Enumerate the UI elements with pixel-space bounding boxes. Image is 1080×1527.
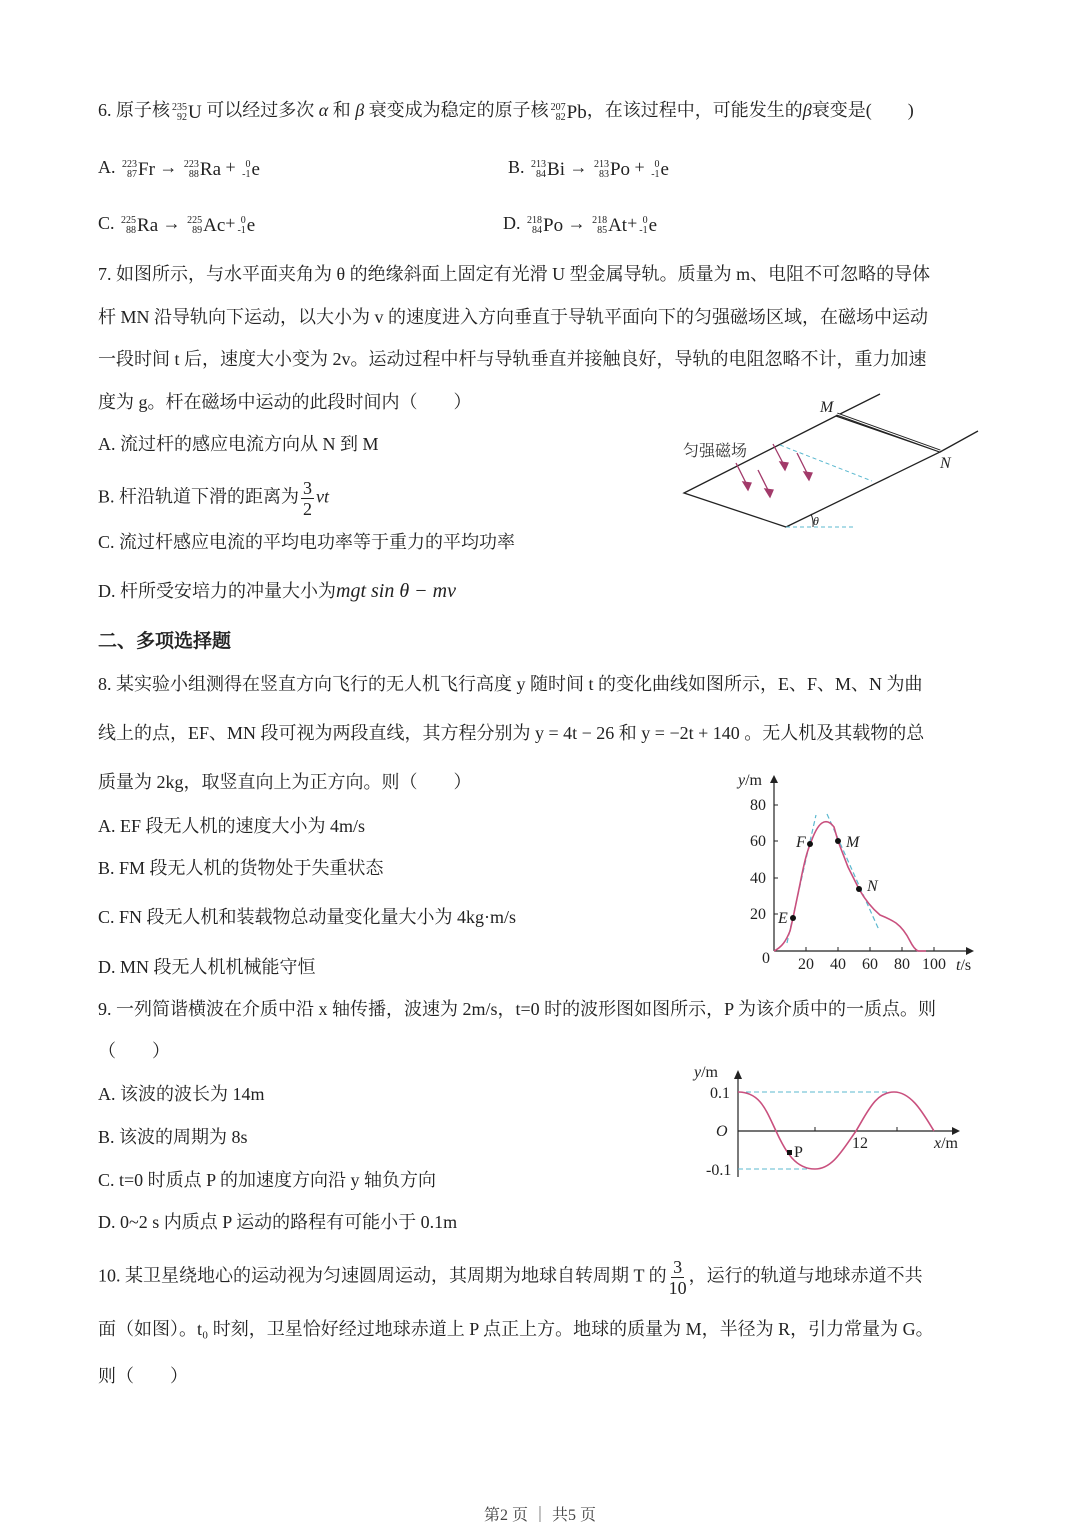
q8-height-time-chart [730, 765, 990, 980]
q6-stem: 6. 原子核 235 92 U 可以经过多次 α 和 β 衰变成为稳定的原子核 207 82 Pb，在该过程中，可能发生的β衰变是( ) [98, 96, 914, 127]
svg-text:20: 20 [750, 906, 766, 923]
q9-waveform-chart [680, 1055, 980, 1185]
svg-text:80: 80 [750, 797, 766, 814]
q10-stem-line-2: 面（如图）。t₀ 时刻，卫星恰好经过地球赤道上 P 点正上方。地球的质量为 M，半径为 R，引力常量为 G。 [98, 1319, 934, 1339]
q7-stem-line-3: 一段时间 t 后，速度大小变为 2v。运动过程中杆与导轨垂直并接触良好，导轨的电阻忽略不计，重力加速 [98, 349, 927, 369]
svg-text:E: E [778, 910, 788, 927]
q9-stem-line-2: （ ） [98, 1041, 170, 1061]
q6-option-b[interactable]: B. 213 84 Bi → 213 83 Po + 0 -1 e [508, 157, 669, 180]
q7-stem-line-1: 7. 如图所示，与水平面夹角为 θ 的绝缘斜面上固定有光滑 U 型金属导轨。质量为 m、电阻不可忽略的导体 [98, 264, 931, 284]
q9-option-d[interactable]: D. 0~2 s 内质点 P 运动的路程有可能小于 0.1m [98, 1212, 458, 1232]
q8-stem-line-1: 8. 某实验小组测得在竖直方向飞行的无人机飞行高度 y 随时间 t 的变化曲线如图所示，E、F、M、N 为曲 [98, 674, 923, 694]
svg-text:y/m: y/m [738, 772, 762, 789]
q7-inclined-rails-figure [670, 390, 1010, 540]
svg-text:M: M [846, 834, 860, 851]
q10-stem-line-1: 10. 某卫星绕地心的运动视为匀速圆周运动，其周期为地球自转周期 T 的 $\frac{3}{10}$ ，运行的轨道与地球赤道不共 [98, 1257, 923, 1298]
q6-option-a[interactable]: A. 223 87 Fr → 223 88 Ra + 0 -1 e [98, 157, 260, 180]
svg-text:20: 20 [798, 956, 814, 973]
q8-option-a[interactable]: A. EF 段无人机的速度大小为 4m/s [98, 816, 366, 836]
q8-stem-line-3: 质量为 2kg，取竖直向上为正方向。则（ ） [98, 772, 472, 792]
svg-text:P: P [794, 1144, 803, 1161]
q7-option-b[interactable]: B. 杆沿轨道下滑的距离为 $\frac{3}{2}$ vt [98, 478, 330, 519]
svg-text:x/m: x/m [934, 1135, 958, 1152]
svg-text:θ: θ [813, 514, 819, 528]
svg-text:-0.1: -0.1 [706, 1162, 732, 1179]
svg-text:M: M [820, 399, 834, 416]
q7-option-c[interactable]: C. 流过杆感应电流的平均电功率等于重力的平均功率 [98, 532, 516, 552]
q6-option-c[interactable]: C. 225 88 Ra → 225 89 Ac+ 0 -1 e [98, 213, 256, 236]
svg-text:60: 60 [862, 956, 878, 973]
q9-stem-line-1: 9. 一列简谐横波在介质中沿 x 轴传播，波速为 2m/s，t=0 时的波形图如图所示，P 为该介质中的一质点。则 [98, 999, 936, 1019]
fraction-3-2: $\frac{3}{2}$ [303, 478, 313, 519]
svg-text:40: 40 [750, 870, 766, 887]
svg-text:y/m: y/m [694, 1064, 718, 1081]
svg-text:t/s: t/s [956, 957, 972, 974]
svg-text:40: 40 [830, 956, 846, 973]
q7-option-a[interactable]: A. 流过杆的感应电流方向从 N 到 M [98, 434, 379, 454]
svg-text:O: O [716, 1123, 728, 1140]
q7-stem-line-2: 杆 MN 沿导轨向下运动，以大小为 v 的速度进入方向垂直于导轨平面向下的匀强磁场区域，在磁场中运动 [98, 307, 928, 327]
q9-option-b[interactable]: B. 该波的周期为 8s [98, 1127, 248, 1147]
nuclide-u235: 235 92 U [172, 101, 202, 123]
q7-option-d[interactable]: D. 杆所受安培力的冲量大小为mgt sin θ − mv [98, 580, 456, 602]
svg-text:12: 12 [852, 1135, 868, 1152]
q8-option-d[interactable]: D. MN 段无人机机械能守恒 [98, 957, 316, 977]
q9-option-a[interactable]: A. 该波的波长为 14m [98, 1084, 265, 1104]
svg-text:80: 80 [894, 956, 910, 973]
svg-text:N: N [867, 878, 878, 895]
svg-text:100: 100 [922, 956, 946, 973]
page-footer: 第2 页 ｜ 共5 页 [483, 1507, 596, 1524]
svg-text:0: 0 [762, 950, 770, 967]
q9-option-c[interactable]: C. t=0 时质点 P 的加速度方向沿 y 轴负方向 [98, 1170, 436, 1190]
fraction-3-10: $\frac{3}{10}$ [668, 1257, 687, 1298]
svg-text:60: 60 [750, 833, 766, 850]
q8-option-c[interactable]: C. FN 段无人机和装载物总动量变化量大小为 4kg·m/s [98, 907, 517, 927]
q8-option-b[interactable]: B. FM 段无人机的货物处于失重状态 [98, 858, 384, 878]
q10-stem-line-3: 则（ ） [98, 1366, 188, 1386]
svg-text:0.1: 0.1 [710, 1085, 730, 1102]
q6-option-d[interactable]: D. 218 84 Po → 218 85 At+ 0 -1 e [503, 213, 658, 236]
nuclide-pb207: 207 82 Pb [550, 101, 587, 123]
field-label: 匀强磁场 [683, 443, 748, 460]
section-title: 二、多项选择题 [98, 630, 232, 652]
q7-stem-line-4: 度为 g。杆在磁场中运动的此段时间内（ ） [98, 392, 472, 412]
svg-text:F: F [796, 834, 806, 851]
q8-stem-line-2: 线上的点，EF、MN 段可视为两段直线，其方程分别为 y = 4t − 26 和 y = −2t + 140 。无人机及其载物的总 [98, 723, 925, 743]
svg-text:N: N [940, 455, 951, 472]
